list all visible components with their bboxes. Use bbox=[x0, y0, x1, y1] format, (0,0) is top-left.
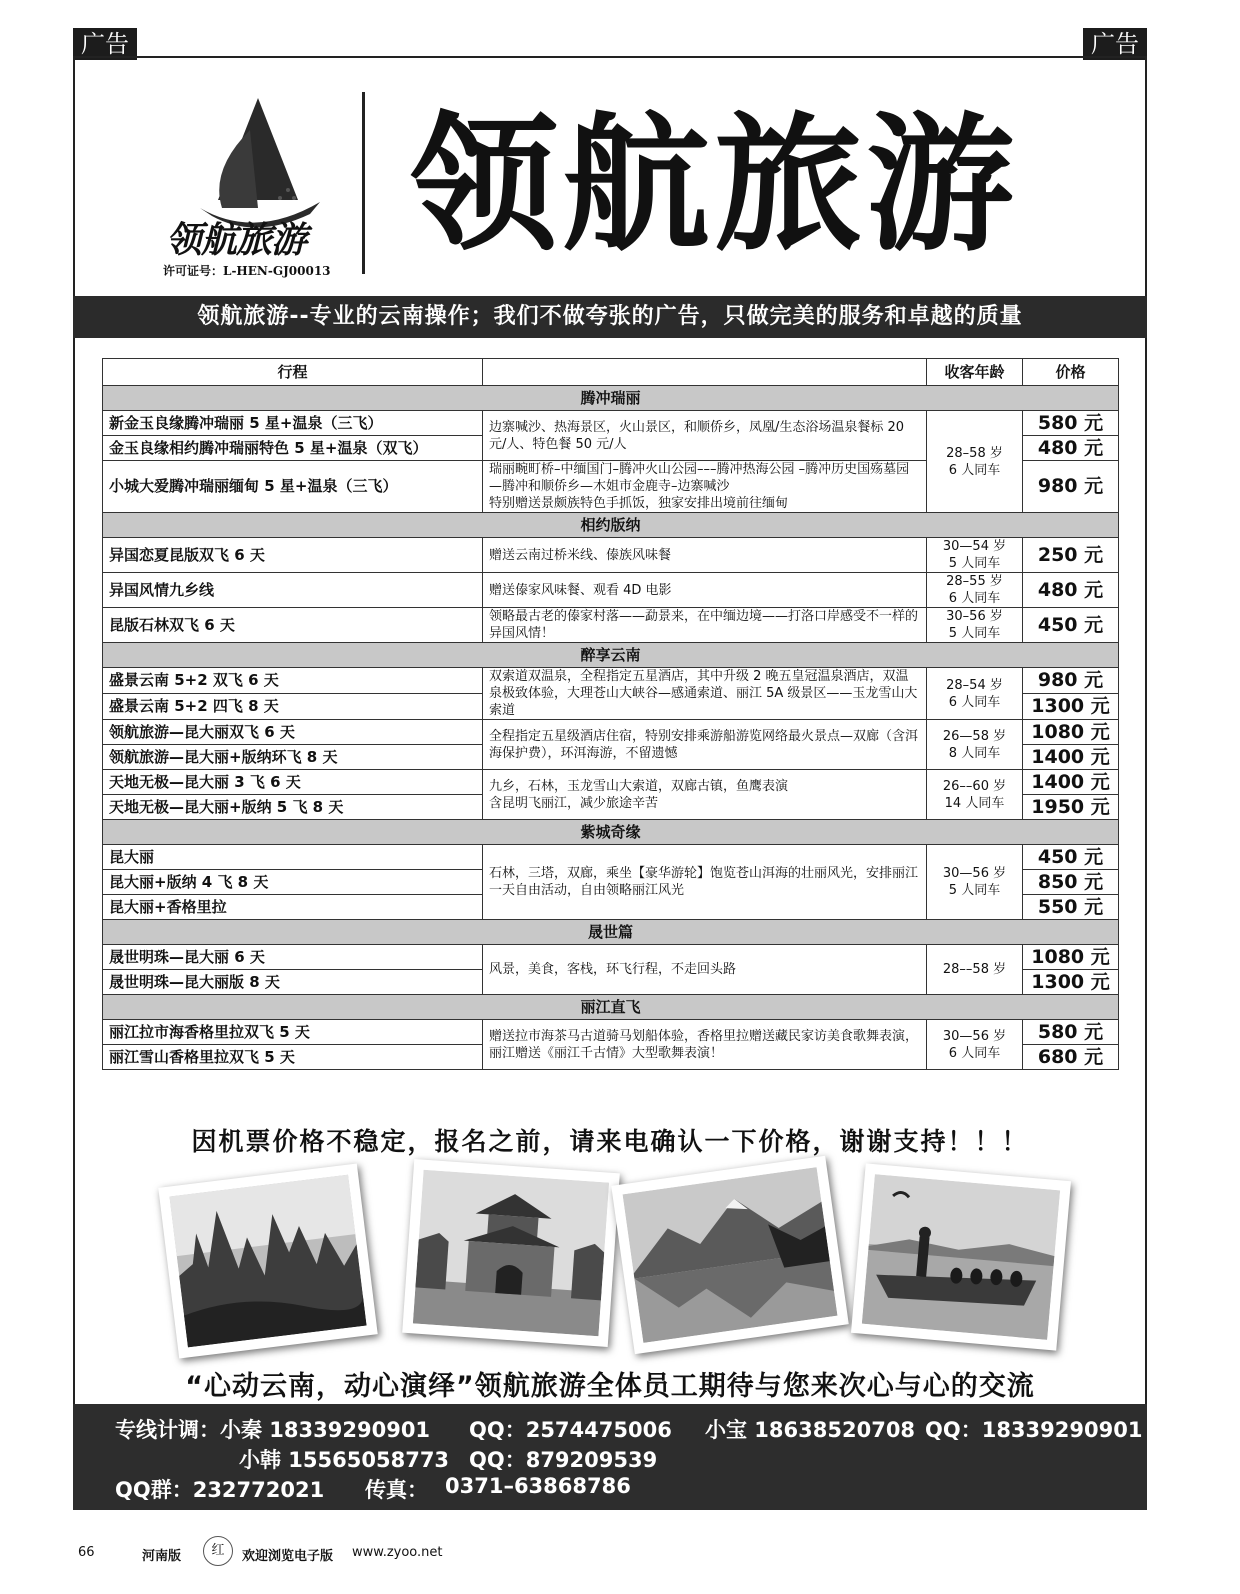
section-row bbox=[103, 513, 1119, 538]
age-range: 26—58 岁 8 人同车 bbox=[927, 720, 1023, 770]
route-description: 双索道双温泉，全程指定五星酒店，其中升级 2 晚五皇冠温泉酒店，双温泉极致体验，大理苍山大峡谷—感通索道、丽江 5A 级景区——玉龙雪山大索道 bbox=[483, 668, 927, 720]
itinerary-table bbox=[102, 358, 1119, 1070]
contact-qq-2: QQ：18339290901 bbox=[925, 1418, 1143, 1442]
route-price: 680 元 bbox=[1023, 1045, 1119, 1070]
route-name: 领航旅游—昆大丽+版纳环飞 8 天 bbox=[103, 745, 483, 770]
route-description: 赠送云南过桥米线、傣族风味餐 bbox=[483, 538, 927, 573]
section-row bbox=[103, 920, 1119, 945]
contact-qq-3: QQ：879209539 bbox=[469, 1448, 658, 1472]
section-title: 腾冲瑞丽 bbox=[103, 386, 1119, 411]
closing-motto: “心动云南，动心演绎”领航旅游全体员工期待与您来次心与心的交流 bbox=[185, 1371, 1035, 1402]
route-description: 瑞丽畹町桥–中缅国门–腾冲火山公园–––腾冲热海公园 –腾冲历史国殇墓园—腾冲和顺侨乡—木姐市金鹿寺–边寨喊沙 特别赠送景颇族特色手抓饭，独家安排出境前往缅甸 bbox=[483, 461, 927, 513]
route-description: 石林，三塔，双廊，乘坐【豪华游轮】饱览苍山洱海的壮丽风光，安排丽江一天自由活动，自由领略丽江风光 bbox=[483, 845, 927, 920]
contact-xiaohan: 小韩 15565058773 bbox=[239, 1448, 450, 1472]
route-name: 昆大丽+香格里拉 bbox=[103, 895, 483, 920]
age-range: 30–56 岁 5 人同车 bbox=[927, 608, 1023, 643]
route-price: 980 元 bbox=[1023, 461, 1119, 513]
photo-cormorant-fishing bbox=[851, 1163, 1071, 1350]
route-name: 丽江拉市海香格里拉双飞 5 天 bbox=[103, 1020, 483, 1045]
section-title: 紫城奇缘 bbox=[103, 820, 1119, 845]
route-name: 昆大丽+版纳 4 飞 8 天 bbox=[103, 870, 483, 895]
age-range: 28–54 岁 6 人同车 bbox=[927, 668, 1023, 720]
section-row bbox=[103, 820, 1119, 845]
route-name: 盛景云南 5+2 四飞 8 天 bbox=[103, 694, 483, 720]
route-name: 天地无极—昆大丽 3 飞 6 天 bbox=[103, 770, 483, 795]
route-description: 领略最古老的傣家村落——勐景来，在中缅边境——打洛口岸感受不一样的异国风情！ bbox=[483, 608, 927, 643]
table-row bbox=[103, 1020, 1119, 1045]
route-price: 1400 元 bbox=[1023, 770, 1119, 795]
route-price: 480 元 bbox=[1023, 573, 1119, 608]
section-row bbox=[103, 995, 1119, 1020]
route-description: 边寨喊沙、热海景区，火山景区，和顺侨乡，凤凰/生态浴场温泉餐标 20 元/人、特色餐 50 元/人 bbox=[483, 411, 927, 461]
route-description: 赠送拉市海茶马古道骑马划船体验，香格里拉赠送藏民家访美食歌舞表演，丽江赠送《丽江千古情》大型歌舞表演！ bbox=[483, 1020, 927, 1070]
route-name: 天地无极—昆大丽+版纳 5 飞 8 天 bbox=[103, 795, 483, 820]
route-name: 金玉良缘相约腾冲瑞丽特色 5 星+温泉（双飞） bbox=[103, 436, 483, 461]
contact-xiaobao: 小宝 18638520708 bbox=[705, 1418, 916, 1442]
route-name: 昆版石林双飞 6 天 bbox=[103, 608, 483, 643]
route-price: 1300 元 bbox=[1023, 970, 1119, 995]
welcome-label: 欢迎浏览电子版 bbox=[242, 1549, 334, 1564]
route-description: 风景，美食，客栈，环飞行程，不走回头路 bbox=[483, 945, 927, 995]
age-range: 30—56 岁 6 人同车 bbox=[927, 1020, 1023, 1070]
table-row bbox=[103, 770, 1119, 795]
table-row bbox=[103, 608, 1119, 643]
price-notice: 因机票价格不稳定，报名之前，请来电确认一下价格，谢谢支持！！！ bbox=[191, 1127, 1029, 1156]
logo-divider bbox=[362, 92, 365, 274]
age-range: 28––58 岁 bbox=[927, 945, 1023, 995]
ad-tag-left: 广告 bbox=[73, 28, 137, 60]
route-name: 晟世明珠—昆大丽 6 天 bbox=[103, 945, 483, 970]
route-description: 全程指定五星级酒店住宿，特别安排乘游船游览网络最火景点—双廊（含洱海保护费），环洱海游，不留遗憾 bbox=[483, 720, 927, 770]
table-row bbox=[103, 845, 1119, 870]
license-number: 许可证号：L-HEN-GJ00013 bbox=[163, 264, 331, 278]
age-range: 28–55 岁 6 人同车 bbox=[927, 573, 1023, 608]
contact-fax-label: 传真： bbox=[365, 1478, 428, 1502]
route-price: 580 元 bbox=[1023, 1020, 1119, 1045]
table-row bbox=[103, 538, 1119, 573]
table-row bbox=[103, 668, 1119, 694]
table-row bbox=[103, 411, 1119, 436]
route-name: 新金玉良缘腾冲瑞丽 5 星+温泉（三飞） bbox=[103, 411, 483, 436]
route-name: 领航旅游—昆大丽双飞 6 天 bbox=[103, 720, 483, 745]
route-price: 450 元 bbox=[1023, 608, 1119, 643]
route-price: 980 元 bbox=[1023, 668, 1119, 694]
header-route: 行程 bbox=[103, 359, 483, 386]
route-price: 1080 元 bbox=[1023, 945, 1119, 970]
photo-stone-forest bbox=[158, 1163, 377, 1358]
contact-bar bbox=[73, 1404, 1147, 1510]
age-range: 26––60 岁 14 人同车 bbox=[927, 770, 1023, 820]
route-price: 250 元 bbox=[1023, 538, 1119, 573]
route-price: 550 元 bbox=[1023, 895, 1119, 920]
route-price: 1300 元 bbox=[1023, 694, 1119, 720]
edition-label: 河南版 bbox=[142, 1549, 182, 1564]
table-row bbox=[103, 720, 1119, 745]
route-name: 小城大爱腾冲瑞丽缅甸 5 星+温泉（三飞） bbox=[103, 461, 483, 513]
route-name: 晟世明珠—昆大丽版 8 天 bbox=[103, 970, 483, 995]
section-row bbox=[103, 643, 1119, 668]
table-header bbox=[103, 359, 1119, 386]
brand-title: 领航旅游 bbox=[410, 99, 1018, 271]
route-name: 丽江雪山香格里拉双飞 5 天 bbox=[103, 1045, 483, 1070]
header-price: 价格 bbox=[1023, 359, 1119, 386]
route-price: 480 元 bbox=[1023, 436, 1119, 461]
photo-ancient-gate bbox=[402, 1159, 620, 1347]
route-name: 盛景云南 5+2 双飞 6 天 bbox=[103, 668, 483, 694]
website-link[interactable]: www.zyoo.net bbox=[352, 1545, 443, 1560]
table-row bbox=[103, 945, 1119, 970]
contact-fax: 0371–63868786 bbox=[445, 1474, 631, 1498]
route-price: 1400 元 bbox=[1023, 745, 1119, 770]
route-description: 赠送傣家风味餐、观看 4D 电影 bbox=[483, 573, 927, 608]
logo-text: 领航旅游 bbox=[166, 220, 307, 261]
ad-tag-right: 广告 bbox=[1083, 28, 1147, 60]
contact-qq-1: QQ：2574475006 bbox=[469, 1418, 672, 1442]
route-price: 850 元 bbox=[1023, 870, 1119, 895]
route-name: 异国风情九乡线 bbox=[103, 573, 483, 608]
section-title: 相约版纳 bbox=[103, 513, 1119, 538]
section-title: 丽江直飞 bbox=[103, 995, 1119, 1020]
age-range: 30—56 岁 5 人同车 bbox=[927, 845, 1023, 920]
itinerary-body bbox=[103, 386, 1119, 1070]
age-range: 30—54 岁 5 人同车 bbox=[927, 538, 1023, 573]
age-range: 28–58 岁 6 人同车 bbox=[927, 411, 1023, 513]
photo-jade-dragon-mountain bbox=[611, 1156, 849, 1354]
header-desc bbox=[483, 359, 927, 386]
contact-xiaoqin: 专线计调：小秦 18339290901 bbox=[115, 1418, 431, 1442]
route-price: 450 元 bbox=[1023, 845, 1119, 870]
section-title: 醉享云南 bbox=[103, 643, 1119, 668]
stamp-icon: 红 bbox=[203, 1536, 233, 1566]
page-number: 66 bbox=[78, 1545, 95, 1560]
route-price: 1080 元 bbox=[1023, 720, 1119, 745]
section-title: 晟世篇 bbox=[103, 920, 1119, 945]
contact-qq-group: QQ群：232772021 bbox=[115, 1478, 325, 1502]
route-price: 1950 元 bbox=[1023, 795, 1119, 820]
brand-logo bbox=[160, 90, 360, 280]
section-row bbox=[103, 386, 1119, 411]
table-row bbox=[103, 573, 1119, 608]
header-age: 收客年龄 bbox=[927, 359, 1023, 386]
slogan-bar: 领航旅游--专业的云南操作；我们不做夸张的广告，只做完美的服务和卓越的质量 bbox=[73, 296, 1147, 338]
route-name: 昆大丽 bbox=[103, 845, 483, 870]
route-name: 异国恋夏昆版双飞 6 天 bbox=[103, 538, 483, 573]
route-description: 九乡，石林，玉龙雪山大索道，双廊古镇，鱼鹰表演 含昆明飞丽江，减少旅途辛苦 bbox=[483, 770, 927, 820]
route-price: 580 元 bbox=[1023, 411, 1119, 436]
